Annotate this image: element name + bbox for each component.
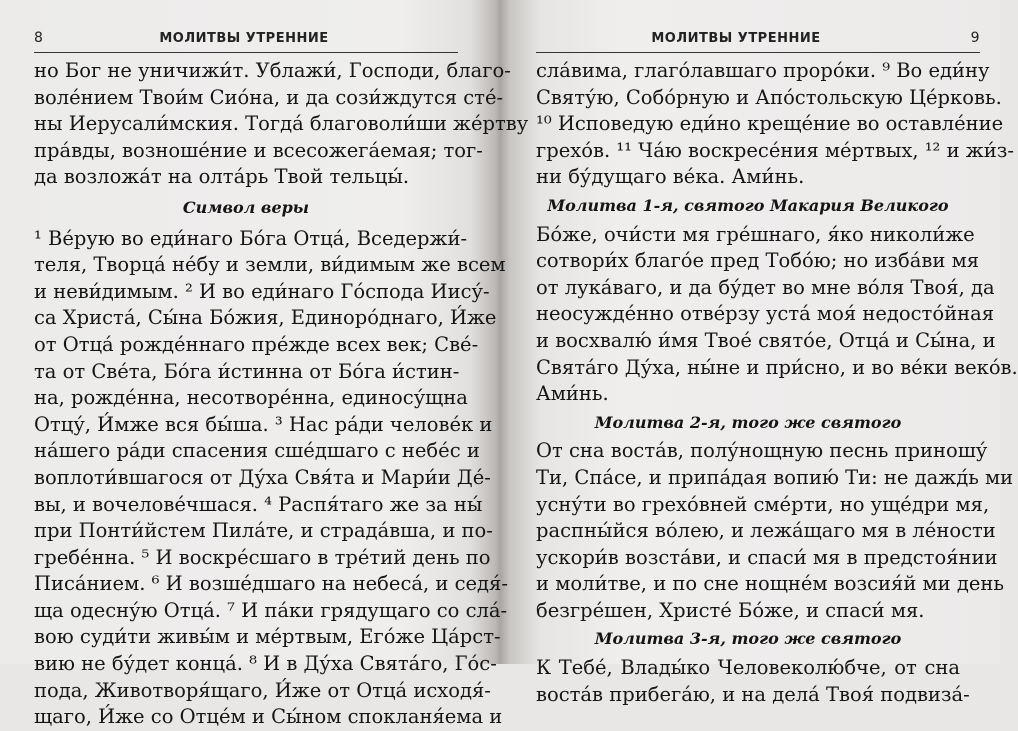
creed-line: от Отца́ рожде́ннаго пре́жде всех век; Све́-	[34, 332, 479, 356]
prayer-line: Ти, Спа́се, и припа́дая вопию́ Ти: не дажд́ь ми	[536, 465, 1014, 489]
prayer3-title: Молитва 3-я, того же святого	[594, 629, 902, 649]
prayer1-title: Молитва 1-я, святого Макария Великого	[547, 195, 949, 215]
left-page-header	[34, 30, 454, 52]
left-page-number: 8	[34, 30, 44, 46]
prayer-line: Ами́нь.	[536, 382, 609, 406]
creed-line: ща одесну́ю Отца́. ⁷ И па́ки грядущаго со сла́-	[34, 598, 508, 622]
creed-line: на, рожде́нна, несотворе́нна, единосу́щна	[34, 386, 468, 410]
creed-line: и неви́димым. ² И во еди́наго Го́спода Иису́-	[34, 279, 490, 303]
prayer-line: ускори́в возста́ви, и спаси́ мя в предстоя́нии	[536, 545, 998, 569]
text-line: грехо́в. ¹¹ Ча́ю воскресе́ния ме́ртвых, ¹² и жи́з-	[536, 138, 1014, 162]
prayer-line: от лука́ваго, и да бу́дет во мне во́ля Твоя́, да	[536, 275, 995, 299]
left-header-rule	[34, 52, 458, 53]
text-line: сла́вима, глаго́лавшаго проро́ки. ⁹ Во еди́ну	[536, 59, 990, 82]
text-line: да возложа́т на олта́рь Твой тельцы́.	[34, 165, 410, 189]
creed-line: ¹ Ве́рую во еди́наго Бо́га Отца́, Вседержи́-	[34, 226, 468, 250]
creed-line: при Понти́йстем Пила́те, и страда́вша, и по-	[34, 519, 493, 543]
prayer-line: и моли́тве, и по сне нощне́м возсия́й ми день	[536, 572, 1005, 596]
prayer-line: неосужде́нно отве́рзу уста́ моя́ недосто́йная	[536, 302, 994, 326]
section-title: Символ веры	[182, 197, 310, 217]
prayer-line: Бо́же, очи́сти мя гре́шнаго, я́ко николи́же	[536, 222, 975, 246]
right-page-number: 9	[970, 30, 980, 46]
creed-line: вы, и вочелове́чшася. ⁴ Распя́таго же за ны́	[34, 492, 483, 516]
right-header-rule	[536, 52, 980, 53]
creed-line: вою суди́ти живы́м и ме́ртвым, Его́же Ца́рст-	[34, 625, 501, 649]
right-page-header	[536, 30, 980, 52]
text-line: воле́нием Твои́м Сио́на, и да сози́ждутся сте́-	[34, 85, 504, 109]
text-line: ни бу́дущаго ве́ка. Ами́нь.	[536, 165, 805, 189]
right-page-body	[536, 58, 1018, 708]
creed-line: воплоти́вшагося от Ду́ха Свя́та и Мари́и Де́-	[34, 465, 491, 489]
right-page	[512, 0, 1018, 706]
creed-line: пода, Животворя́щаго, И́же от Отца́ исходя́-	[34, 678, 491, 702]
prayer-line: распны́йся во́лею, и лежа́щаго мя в ле́ности	[536, 519, 996, 543]
text-line: ¹⁰ Исповедую еди́но креще́ние во оставле́ние	[536, 112, 1004, 136]
text-line: но Бог не уничижи́т. Ублажи́, Господи, благо-	[34, 59, 511, 82]
creed-line: са Христа́, Сы́на Бо́жия, Единоро́днаго, И́же	[34, 306, 497, 330]
prayer-line: воста́в прибега́ю, и на дела́ Твоя́ подвиза́-	[536, 682, 970, 706]
prayer-line: и восхвалю́ и́мя Твое́ свято́е, Отца́ и Сы́на, и	[536, 328, 996, 352]
prayer-line: От сна воста́в, полу́нощную песнь приношу́	[536, 439, 988, 463]
creed-line: та от Све́та, Бо́га и́стинна от Бо́га и́стин-	[34, 359, 460, 383]
text-line: ны Иерусали́мския. Тогда́ благоволи́ши же́ртву	[34, 112, 529, 136]
text-line: пра́вды, возноше́ние и всесожега́емая; тог-	[34, 138, 483, 162]
prayer-line: усну́ти во грехо́вней сме́рти, но уще́дри мя,	[536, 492, 990, 516]
creed-line: Отцу́, И́мже вся бы́ша. ³ Нас ра́ди челове́к и	[34, 412, 493, 436]
prayer-line: К Тебе́, Влады́ко Человеколю́бче, от сна	[536, 656, 960, 680]
prayer-line: безгре́шен, Христе́ Бо́же, и спаси́ мя.	[536, 598, 925, 622]
creed-line: на́шего ра́ди спасения сше́дшаго с небе́с и	[34, 439, 480, 463]
left-page-body	[34, 58, 529, 731]
right-running-title: МОЛИТВЫ УТРЕННИЕ	[651, 31, 821, 46]
creed-line: вию не бу́дет конца́. ⁸ И в Ду́ха Свята́го, Го́с-	[34, 652, 497, 676]
prayer2-title: Молитва 2-я, того же святого	[594, 412, 902, 432]
prayer-line: Свята́го Ду́ха, ны́не и при́сно, и во ве́ки веко́в.	[536, 355, 1018, 379]
text-line: Святу́ю, Собо́рную и Апо́стольскую Це́рковь.	[536, 85, 1002, 109]
creed-line: щаго, И́же со Отце́м и Сы́ном спокланя́ема и	[34, 705, 503, 729]
creed-line: теля, Творца́ не́бу и земли, ви́димым же всем	[34, 253, 506, 277]
left-running-title: МОЛИТВЫ УТРЕННИЕ	[159, 31, 329, 46]
creed-line: Писа́нием. ⁶ И возше́дшаго на небеса́, и седя́-	[34, 572, 508, 596]
prayer-line: сотвори́х благо́е пред Тобо́ю; но изба́ви мя	[536, 249, 980, 273]
creed-line: гребе́нна. ⁵ И воскре́сшаго в тре́тий день по	[34, 545, 491, 569]
